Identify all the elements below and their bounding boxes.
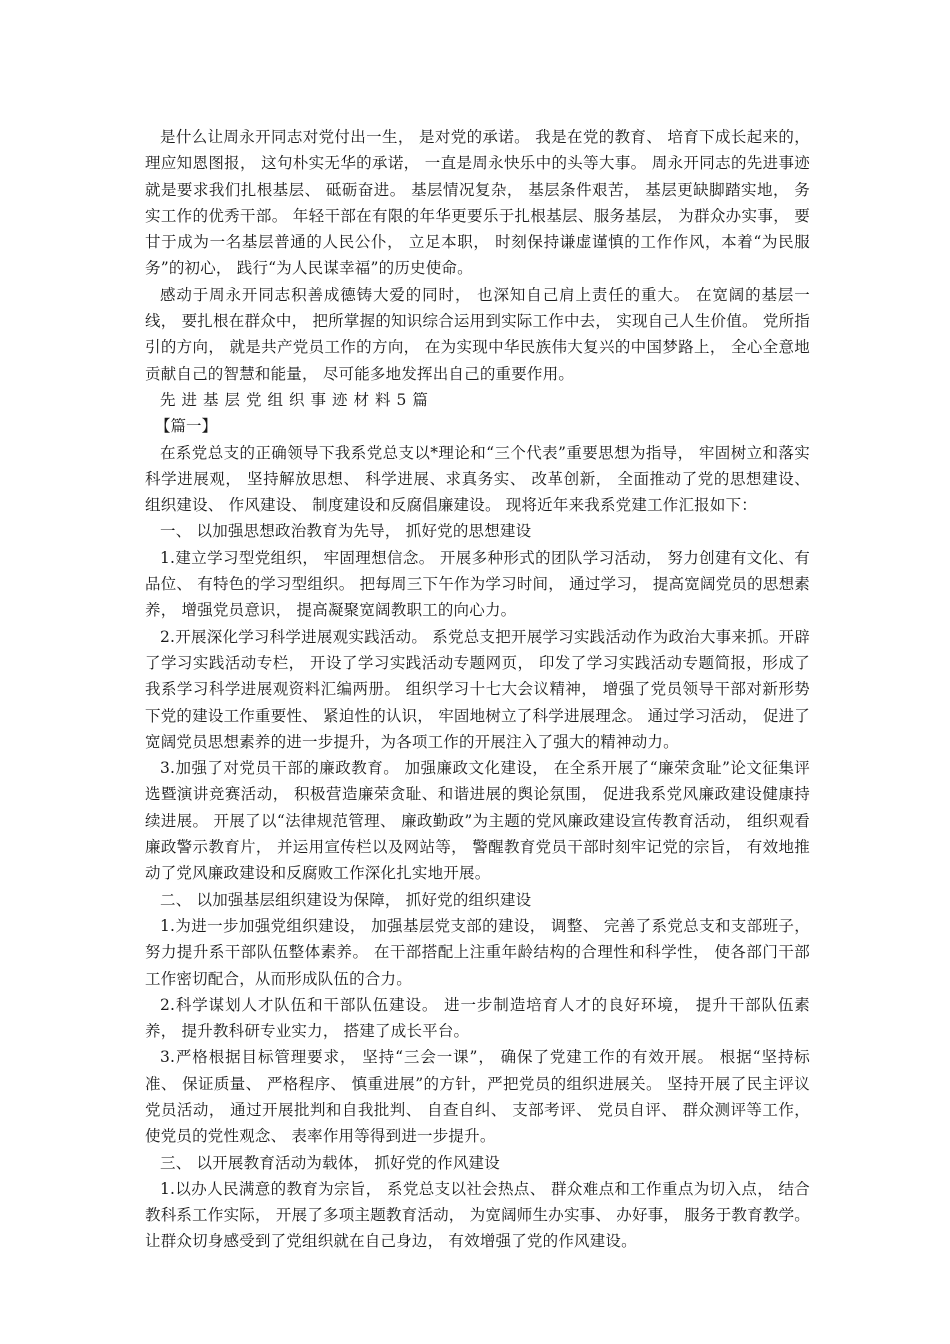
paragraph-2: 感动于周永开同志积善成德铸大爱的同时， 也深知自己肩上责任的重大。 在宽阔的基层一线， 要扎根在群众中， 把所掌握的知识综合运用到实际工作中去， 实现自己人生价值。 党所指引的方向， 就是共产党员工作的方向， 在为实现中华民族伟大复兴的中国梦路上， 全心全意地贡献自己的智慧和能量， 尽可能多地发挥出自己的重要作用。: [145, 285, 810, 383]
section-2-item-1: 1.为进一步加强党组织建设， 加强基层党支部的建设， 调整、 完善了系党总支和支部班子， 努力提升系干部队伍整体素养。 在干部搭配上注重年龄结构的合理性和科学性， 使各部门干部工作密切配合，从而形成队伍的合力。: [145, 916, 810, 988]
section-1-item-2: 2.开展深化学习科学进展观实践活动。 系党总支把开展学习实践活动作为政治大事来抓。开辟了学习实践活动专栏， 开设了学习实践活动专题网页， 印发了学习实践活动专题简报，形成了我系学习科学进展观资料汇编两册。 组织学习十七大会议精神， 增强了党员领导干部对新形势下党的建设工作重要性、 紧迫性的认识， 牢固地树立了科学进展理念。 通过学习活动， 促进了宽阔党员思想素养的进一步提升，为各项工作的开展注入了强大的精神动力。: [145, 627, 810, 751]
article-label: 【篇一】: [155, 417, 218, 436]
section-2-item-2: 2.科学谋划人才队伍和干部队伍建设。 进一步制造培育人才的良好环境， 提升干部队伍素养， 提升教科研专业实力， 搭建了成长平台。: [145, 995, 810, 1041]
section-heading-3: 三、 以开展教育活动为载体， 抓好党的作风建设: [160, 1153, 500, 1172]
document-subtitle: 先进基层党组织事迹材料5篇: [160, 390, 434, 409]
section-1-item-1: 1.建立学习型党组织， 牢固理想信念。 开展多种形式的团队学习活动， 努力创建有文化、有品位、 有特色的学习型组织。 把每周三下午作为学习时间， 通过学习， 提高宽阔党员的思想素养， 增强党员意识， 提高凝聚宽阔教职工的向心力。: [145, 548, 810, 620]
section-2-item-3: 3.严格根据目标管理要求， 坚持“三会一课”， 确保了党建工作的有效开展。 根据“坚持标准、 保证质量、 严格程序、 慎重进展”的方针，严把党员的组织进展关。 坚持开展了民主评议党员活动， 通过开展批判和自我批判、 自查自纠、 支部考评、 党员自评、 群众测评等工作，使党员的党性观念、 表率作用等得到进一步提升。: [145, 1048, 810, 1146]
section-heading-2: 二、 以加强基层组织建设为保障， 抓好党的组织建设: [160, 890, 532, 909]
paragraph-1: 是什么让周永开同志对党付出一生， 是对党的承诺。 我是在党的教育、 培育下成长起来的， 理应知恩图报， 这句朴实无华的承诺， 一直是周永快乐中的头等大事。 周永开同志的先进事迹就是要求我们扎根基层、 砥砺奋进。 基层情况复杂， 基层条件艰苦， 基层更缺脚踏实地， 务实工作的优秀干部。 年轻干部在有限的年华更要乐于扎根基层、服务基层， 为群众办实事， 要甘于成为一名基层普通的人民公仆， 立足本职， 时刻保持谦虚谨慎的工作作风，本着“为民服务”的初心， 践行“为人民谋幸福”的历史使命。: [145, 128, 810, 278]
section-1-item-3: 3.加强了对党员干部的廉政教育。 加强廉政文化建设， 在全系开展了“廉荣贪耻”论文征集评选暨演讲竞赛活动， 积极营造廉荣贪耻、和谐进展的舆论氛围， 促进我系党风廉政建设健康持续进展。 开展了以“法律规范管理、 廉政勤政”为主题的党风廉政建设宣传教育活动， 组织观看廉政警示教育片， 并运用宣传栏以及网站等， 警醒教育党员干部时刻牢记党的宗旨， 有效地推动了党风廉政建设和反腐败工作深化扎实地开展。: [145, 759, 810, 883]
section-3-item-1: 1.以办人民满意的教育为宗旨， 系党总支以社会热点、 群众难点和工作重点为切入点， 结合教科系工作实际， 开展了多项主题教育活动， 为宽阔师生办实事、 办好事， 服务于教育教学。 让群众切身感受到了党组织就在自己身边， 有效增强了党的作风建设。: [145, 1179, 810, 1251]
intro-paragraph: 在系党总支的正确领导下我系党总支以*理论和“三个代表”重要思想为指导， 牢固树立和落实科学进展观， 坚持解放思想、 科学进展、求真务实、 改革创新， 全面推动了党的思想建设、 组织建设、 作风建设、 制度建设和反腐倡廉建设。 现将近年来我系党建工作汇报如下：: [145, 443, 810, 515]
section-heading-1: 一、 以加强思想政治教育为先导， 抓好党的思想建设: [160, 522, 532, 541]
document-page: [145, 124, 810, 1255]
